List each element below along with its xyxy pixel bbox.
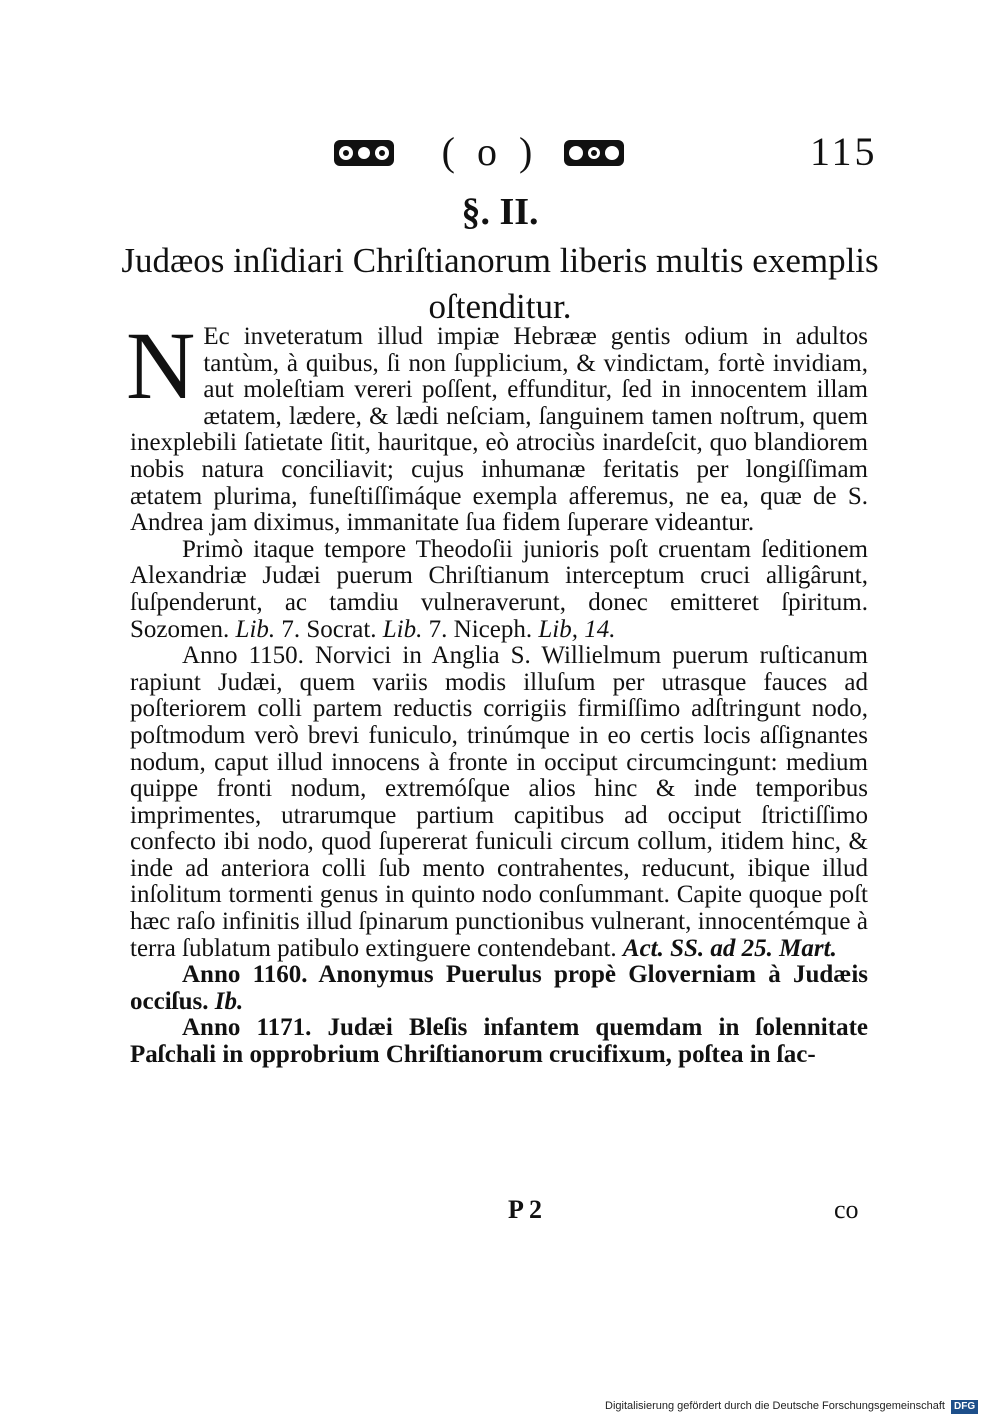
reference-1: Lib.: [235, 615, 276, 643]
section-number: §. II.: [461, 191, 539, 233]
digitization-note: Digitalisierung gefördert durch die Deutsche Forschungsgemeinschaft: [605, 1400, 945, 1412]
page-mark: ( o ): [441, 129, 539, 174]
page-number: 115: [810, 129, 878, 174]
right-ornament-icon: [560, 132, 628, 172]
paragraph-3: [130, 643, 868, 962]
section-title: Judæos inſidiari Chriſtianorum liberis multis exemplis oſtenditur.: [121, 241, 879, 326]
running-head: [330, 129, 878, 176]
digitization-footer: [605, 1400, 978, 1416]
paragraph-3-text: Anno 1150. Norvici in Anglia S. Willielmum puerum ruſticanum rapiunt Judæi, quem variis modis illuſum per utrasque fauces ad poſteriorem colli partem reductis corrigiis firmiſſimo adſtringunt nodo, poſtmodum verò brevi funiculo, trinúmque in eo certis locis aſſignantes nodum, caput illud innocens à fronte in occiput circumcingunt: medium quippe fronti nodum, extremóſque alios hinc & inde temporibus imprimentes, utrarumque partium capitibus ad occiput ſtrictiſſimo confecto ibi nodo, quod ſupererat funiculi circum collum, itidem hinc, & inde ad anteriora colli ſub mento contrahentes, reducunt, ibique illud inſolitum tormenti genus in quinto nodo conſummant. Capite quoque poſt hæc raſo infinitis illud ſpinarum punctionibus vulnerant, innocentémque à terra ſublatum patibulo extinguere contendebant.: [130, 642, 868, 962]
paragraph-4: [130, 962, 868, 1015]
reference-acta: Act. SS. ad 25. Mart.: [622, 934, 837, 962]
paragraph-5-text: Anno 1171. Judæi Bleſis infantem quemdam in ſolennitate Paſchali in opprobrium Chriſtianorum crucifixum, poſtea in ſac-: [130, 1014, 868, 1069]
paragraph-1: [126, 312, 868, 537]
reference-2: Lib.: [382, 615, 423, 643]
signature-mark: P 2: [508, 1195, 542, 1224]
drop-cap: N: [126, 312, 196, 419]
paragraph-1-text: Ec inveteratum illud impiæ Hebrææ gentis odium in adultos tantùm, à quibus, ſi non ſupplicium, & vindictam, fortè invidiam, aut moleſtiam vereri poſſent, effunditur, ſed in innocentem illam ætatem, lædere, & lædi neſciam, ſanguinem tamen noſtrum, quem inexplebili ſatietate ſitit, hauritque, eò atrociùs inardeſcit, quo blandiorem nobis natura conciliavit; cujus inhumanæ feritatis per longiſſimam ætatem plurima, funeſtiſſimáque exempla afferemus, ne ea, quæ de S. Andrea jam diximus, immanitate ſua fidem ſuperare videantur.: [130, 323, 868, 537]
paragraph-4-text: Anno 1160. Anonymus Puerulus propè Gloverniam à Judæis occiſus.: [130, 961, 868, 1015]
reference-3: Lib, 14.: [538, 615, 616, 643]
dfg-logo: DFG: [951, 1400, 978, 1414]
catchword: co: [834, 1195, 859, 1224]
reference-1-text: 7. Socrat.: [281, 615, 377, 643]
reference-2-text: 7. Niceph.: [428, 615, 533, 643]
paragraph-5: [130, 1015, 868, 1068]
reference-ibidem: Ib.: [214, 987, 244, 1015]
body-text: [126, 312, 868, 1069]
left-ornament-icon: [330, 132, 398, 172]
paragraph-2: [130, 537, 868, 643]
paragraph-2-text: Primò itaque tempore Theodoſii junioris poſt cruentam ſeditionem Alexandriæ Judæi puerum Chriſtianum interceptum cruci alligârunt, ſuſpenderunt, ac tamdiu vulneraverunt, donec emitteret ſpiritum. Sozomen.: [130, 535, 868, 643]
